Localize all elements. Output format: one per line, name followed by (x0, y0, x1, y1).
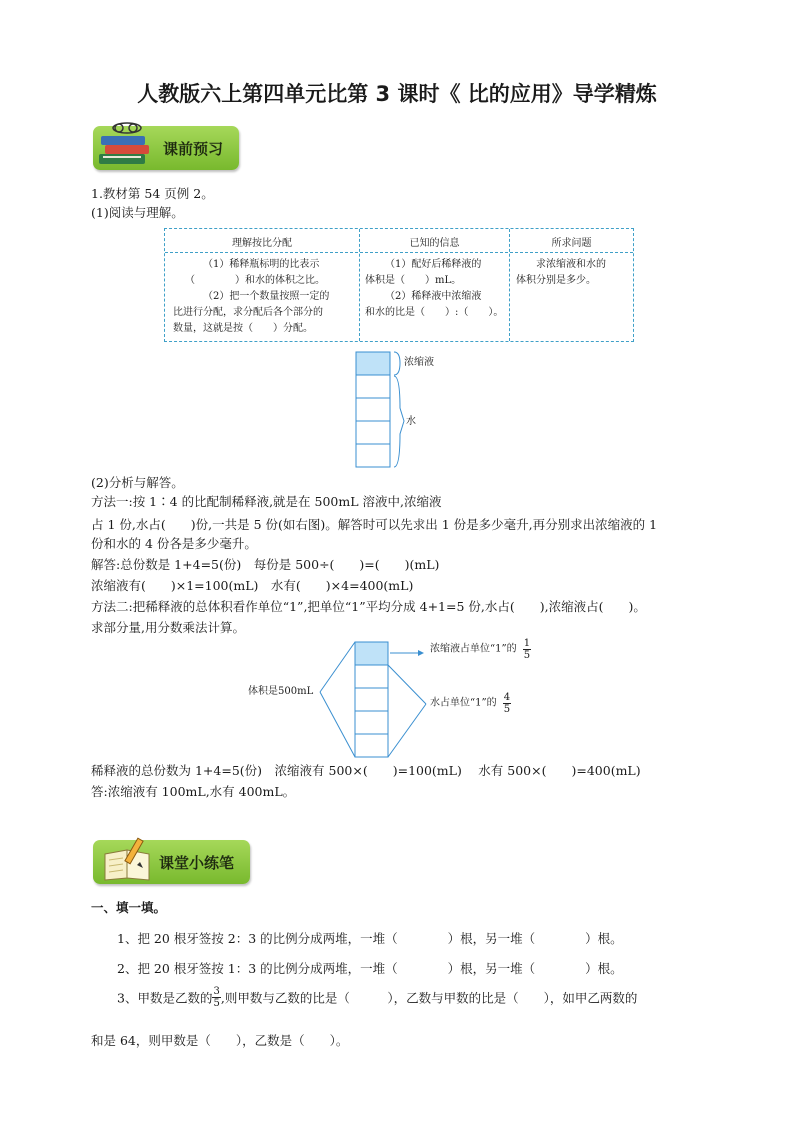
method2-line2: 求部分量,用分数乘法计算。 (91, 620, 245, 635)
cell-line: （2）把一个数量按照一定的 (203, 291, 330, 302)
cell-line: （2）稀释液中浓缩液 (385, 291, 482, 302)
fraction-numerator: 4 (503, 692, 511, 703)
cell-line: （ ）和水的体积之比。 (185, 275, 325, 286)
cell-line: （1）配好后稀释液的 (385, 259, 482, 270)
concentrate-label: 浓缩液 (404, 357, 434, 368)
bar-diagram-1 (350, 348, 450, 470)
cell-line: 体积是（ ）mL。 (365, 275, 462, 286)
water-fraction-text: 水占单位“1”的 (430, 697, 497, 709)
textbook-reference: 1.教材第 54 页例 2。 (91, 186, 214, 201)
solution-answer: 答:浓缩液有 100mL,水有 400mL。 (91, 784, 296, 799)
books-icon (97, 120, 155, 170)
info-table (164, 228, 634, 342)
question-3-suffix: ,则甲数与乙数的比是（ ），乙数与甲数的比是（ ），如甲乙两数的 (220, 990, 638, 1006)
table-cell (173, 257, 329, 337)
fraction-numerator: 1 (523, 638, 531, 649)
read-understand-heading: (1)阅读与理解。 (91, 205, 184, 220)
fraction-denominator: 5 (503, 704, 511, 715)
notebook-pencil-icon (99, 836, 157, 884)
practice-banner (93, 840, 250, 884)
answer-line2: 浓缩液有( )×1=100(mL) 水有( )×4=400(mL) (91, 578, 414, 593)
method2-line1: 方法二:把稀释液的总体积看作单位“1”,把单位“1”平均分成 4+1=5 份,水占( ),浓缩液占( )。 (91, 599, 646, 614)
fraction-numerator: 3 (213, 986, 220, 997)
cell-line: 数量，这就是按（ ）分配。 (173, 323, 313, 334)
practice-banner-label: 课堂小练笔 (159, 854, 235, 872)
question-3-fraction (212, 986, 220, 1009)
practice-question-3-line2: 和是 64，则甲数是（ ），乙数是（ ）。 (91, 1033, 349, 1048)
page-title: 人教版六上第四单元比第 3 课时《 比的应用》导学精炼 (137, 82, 657, 106)
total-volume-label: 体积是500mL (248, 686, 314, 697)
question-3-prefix: 3、甲数是乙数的 (117, 990, 213, 1006)
preview-banner (93, 126, 239, 170)
cell-line: 和水的比是（ ）:（ ）。 (365, 307, 504, 318)
practice-question-1: 1、把 20 根牙签按 2：3 的比例分成两堆，一堆（ ）根，另一堆（ ）根。 (117, 931, 623, 946)
table-row-divider (165, 252, 633, 253)
method1-line2: 占 1 份,水占( )份,一共是 5 份(如右图)。解答时可以先求出 1 份是多少毫升,再分别求出浓缩液的 1 (91, 517, 658, 532)
cell-line: （1）稀释瓶标明的比表示 (203, 259, 320, 270)
water-fraction (503, 692, 511, 715)
answer-line1: 解答:总份数是 1+4=5(份) 每份是 500÷( )=( )(mL) (91, 557, 440, 572)
cell-line: 体积分别是多少。 (516, 275, 596, 286)
table-cell (516, 257, 606, 289)
concentrate-fraction (523, 638, 531, 661)
method1-line3: 份和水的 4 份各是多少毫升。 (91, 536, 257, 551)
table-header: 理解按比分配 (232, 238, 292, 249)
table-header: 已知的信息 (409, 238, 460, 249)
fraction-denominator: 5 (213, 998, 220, 1009)
cell-line: 比进行分配，求分配后各个部分的 (173, 307, 323, 318)
solution-line1: 稀释液的总份数为 1+4=5(份) 浓缩液有 500×( )=100(mL) 水有 500×( )=400(mL) (91, 763, 641, 778)
water-label: 水 (406, 416, 416, 427)
practice-section-heading: 一、填一填。 (91, 900, 167, 915)
fraction-denominator: 5 (523, 650, 531, 661)
water-fraction-label (430, 692, 511, 715)
table-header: 所求问题 (551, 238, 592, 249)
practice-question-3 (117, 986, 637, 1009)
practice-question-2: 2、把 20 根牙签按 1：3 的比例分成两堆，一堆（ ）根，另一堆（ ）根。 (117, 961, 623, 976)
concentrate-fraction-label (430, 638, 531, 661)
analysis-heading: (2)分析与解答。 (91, 475, 184, 490)
preview-banner-label: 课前预习 (163, 140, 224, 158)
table-cell (365, 257, 503, 321)
cell-line: 求浓缩液和水的 (536, 259, 606, 270)
concentrate-fraction-text: 浓缩液占单位“1”的 (430, 643, 517, 655)
bar-diagram-2 (318, 636, 428, 760)
method1-line1: 方法一:按 1∶4 的比配制稀释液,就是在 500mL 溶液中,浓缩液 (91, 494, 442, 509)
